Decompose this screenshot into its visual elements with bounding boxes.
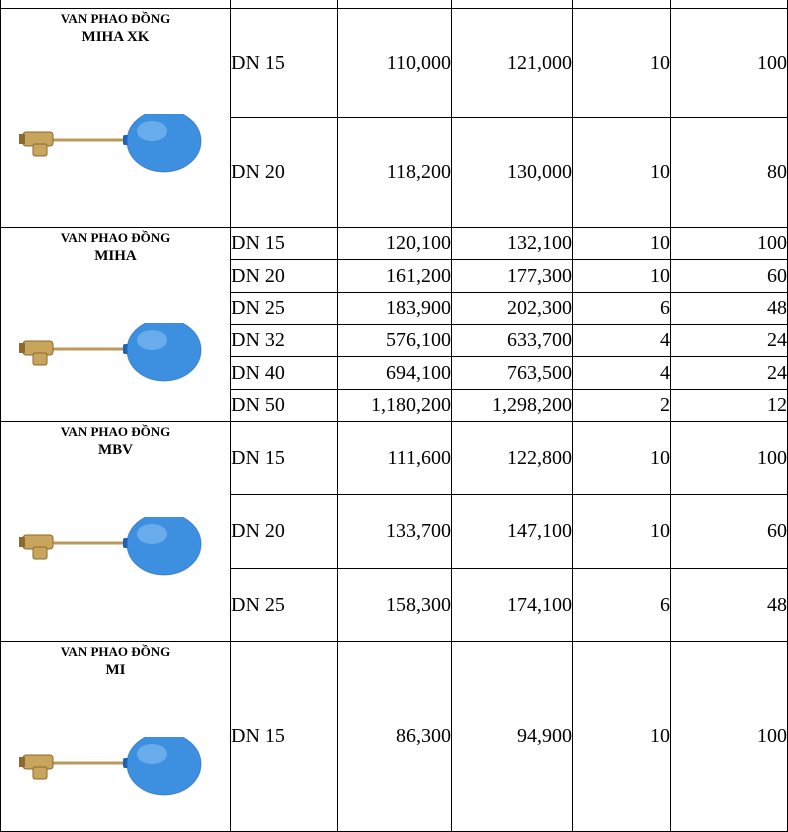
truncated-header-row xyxy=(1,0,788,9)
float-valve-icon xyxy=(19,114,204,184)
price-vat-cell: 1,298,200 xyxy=(452,390,573,422)
carton-qty-cell: 48 xyxy=(671,569,788,642)
product-name-line1: VAN PHAO ĐỒNG xyxy=(60,230,171,245)
product-name-line1: VAN PHAO ĐỒNG xyxy=(60,11,171,26)
price-vat-cell: 174,100 xyxy=(452,569,573,642)
price-cell: 158,300 xyxy=(338,569,452,642)
price-cell: 694,100 xyxy=(338,357,452,390)
price-vat-cell: 121,000 xyxy=(452,9,573,118)
size-cell: DN 20 xyxy=(231,118,338,228)
size-cell: DN 20 xyxy=(231,495,338,569)
price-cell: 183,900 xyxy=(338,293,452,325)
product-cell xyxy=(1,642,231,832)
carton-qty-cell: 100 xyxy=(671,422,788,495)
carton-qty-cell: 24 xyxy=(671,357,788,390)
pack-qty-cell: 10 xyxy=(573,118,671,228)
price-vat-cell: 202,300 xyxy=(452,293,573,325)
size-cell: DN 15 xyxy=(231,642,338,832)
price-cell: 110,000 xyxy=(338,9,452,118)
float-valve-icon xyxy=(19,323,204,393)
size-cell: DN 15 xyxy=(231,9,338,118)
product-cell xyxy=(1,9,231,228)
float-valve-icon xyxy=(19,737,204,807)
price-cell: 111,600 xyxy=(338,422,452,495)
pack-qty-cell: 10 xyxy=(573,422,671,495)
price-cell: 133,700 xyxy=(338,495,452,569)
carton-qty-cell: 100 xyxy=(671,642,788,832)
price-vat-cell: 177,300 xyxy=(452,260,573,293)
price-cell: 1,180,200 xyxy=(338,390,452,422)
product-name-line2: MI xyxy=(105,662,126,678)
pack-qty-cell: 4 xyxy=(573,325,671,357)
carton-qty-cell: 60 xyxy=(671,260,788,293)
size-cell: DN 50 xyxy=(231,390,338,422)
size-cell: DN 25 xyxy=(231,293,338,325)
size-cell: DN 40 xyxy=(231,357,338,390)
price-vat-cell: 633,700 xyxy=(452,325,573,357)
product-name xyxy=(1,423,230,461)
product-cell xyxy=(1,228,231,422)
product-name-line1: VAN PHAO ĐỒNG xyxy=(60,424,171,439)
pack-qty-cell: 6 xyxy=(573,293,671,325)
size-cell: DN 32 xyxy=(231,325,338,357)
price-cell: 161,200 xyxy=(338,260,452,293)
float-valve-icon xyxy=(19,517,204,587)
size-cell: DN 25 xyxy=(231,569,338,642)
price-vat-cell: 147,100 xyxy=(452,495,573,569)
size-cell: DN 15 xyxy=(231,422,338,495)
product-name xyxy=(1,643,230,681)
table-row xyxy=(1,9,788,118)
table-row xyxy=(1,422,788,495)
price-vat-cell: 130,000 xyxy=(452,118,573,228)
size-cell: DN 15 xyxy=(231,228,338,260)
pack-qty-cell: 10 xyxy=(573,228,671,260)
product-cell xyxy=(1,422,231,642)
price-cell: 118,200 xyxy=(338,118,452,228)
carton-qty-cell: 24 xyxy=(671,325,788,357)
price-vat-cell: 94,900 xyxy=(452,642,573,832)
carton-qty-cell: 80 xyxy=(671,118,788,228)
table-row xyxy=(1,642,788,832)
price-vat-cell: 132,100 xyxy=(452,228,573,260)
carton-qty-cell: 48 xyxy=(671,293,788,325)
pack-qty-cell: 2 xyxy=(573,390,671,422)
table-row xyxy=(1,228,788,260)
carton-qty-cell: 12 xyxy=(671,390,788,422)
product-name-line2: MIHA xyxy=(94,248,137,264)
price-vat-cell: 122,800 xyxy=(452,422,573,495)
product-name-line2: MBV xyxy=(98,442,133,458)
price-vat-cell: 763,500 xyxy=(452,357,573,390)
pack-qty-cell: 10 xyxy=(573,642,671,832)
pack-qty-cell: 10 xyxy=(573,495,671,569)
product-name-line1: VAN PHAO ĐỒNG xyxy=(60,644,171,659)
pack-qty-cell: 6 xyxy=(573,569,671,642)
price-cell: 576,100 xyxy=(338,325,452,357)
price-cell: 120,100 xyxy=(338,228,452,260)
carton-qty-cell: 100 xyxy=(671,228,788,260)
product-name xyxy=(1,229,230,267)
price-cell: 86,300 xyxy=(338,642,452,832)
pack-qty-cell: 10 xyxy=(573,260,671,293)
product-name-line2: MIHA XK xyxy=(81,29,150,45)
pack-qty-cell: 4 xyxy=(573,357,671,390)
product-name xyxy=(1,10,230,48)
pack-qty-cell: 10 xyxy=(573,9,671,118)
size-cell: DN 20 xyxy=(231,260,338,293)
carton-qty-cell: 60 xyxy=(671,495,788,569)
carton-qty-cell: 100 xyxy=(671,9,788,118)
